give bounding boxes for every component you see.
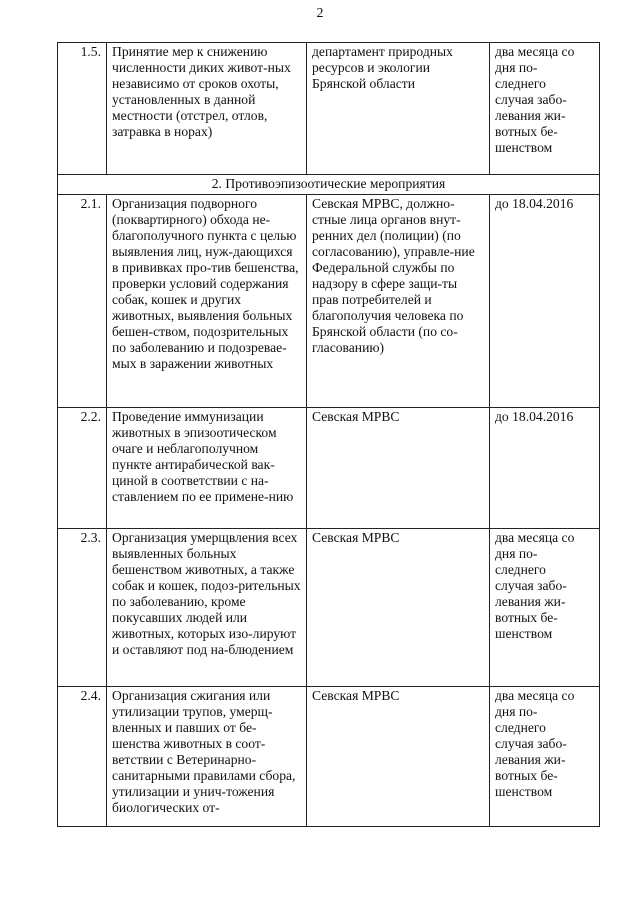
action-text: Организация подворного (поквартирного) обхода не-благополучного пункта с целью выявления лиц, нуж-дающихся в прививках про-тив бешенства, проверки условий содержания собак, кошек и других животных, выявления больных бешен-ством, подозрительных по заболеванию и подозревае-мых в заражении животных	[112, 196, 299, 371]
action-text: Организация умерщвления всех выявленных больных бешенством животных, а также собак и кошек, подоз-рительных по заболеванию, кроме покусавших людей или животных, которых изо-лируют и оставляют под на-блюдением	[112, 530, 301, 657]
action-text: Организация сжигания или утилизации трупов, умерщ-вленных и павших от бе-шенства животных в соот-ветствии с Ветеринарно-санитарными правилами сбора, утилизации и унич-тожения биологических от-	[112, 688, 296, 815]
responsible-text: Севская МРВС, должно-стные лица органов внут-ренних дел (полиции) (по согласованию), управле-ние Федеральной службы по надзору в сфере защи-ты прав потребителей и благополучия человека по Брянской области (по со-гласованию)	[312, 196, 475, 355]
section-row	[58, 175, 600, 195]
action-cell	[107, 529, 307, 687]
term-text: два месяца со дня по-следнего случая забо-левания жи-вотных бе-шенством	[495, 530, 575, 641]
row-number: 2.3.	[58, 529, 107, 687]
action-text: Проведение иммунизации животных в эпизоотическом очаге и неблагополучном пункте антирабической вак-циной в соответствии с на-ставлением по ее примене-нию	[112, 409, 294, 504]
responsible-text: департамент природных ресурсов и экологии Брянской области	[312, 44, 453, 91]
term-text: до 18.04.2016	[495, 409, 574, 424]
action-cell	[107, 195, 307, 408]
term-cell	[490, 195, 600, 408]
responsible-cell	[307, 43, 490, 175]
table-row	[58, 529, 600, 687]
responsible-cell	[307, 195, 490, 408]
term-cell	[490, 408, 600, 529]
table-row	[58, 195, 600, 408]
table-row	[58, 408, 600, 529]
term-cell	[490, 687, 600, 827]
action-cell	[107, 687, 307, 827]
responsible-cell	[307, 687, 490, 827]
section-title: 2. Противоэпизоотические мероприятия	[58, 175, 600, 195]
term-text: два месяца со дня по-следнего случая забо-левания жи-вотных бе-шенством	[495, 688, 575, 799]
action-cell	[107, 408, 307, 529]
responsible-text: Севская МРВС	[312, 409, 400, 424]
term-cell	[490, 529, 600, 687]
row-number: 2.2.	[58, 408, 107, 529]
table-row	[58, 687, 600, 827]
row-number: 1.5.	[58, 43, 107, 175]
term-cell	[490, 43, 600, 175]
page-number: 2	[316, 6, 324, 21]
responsible-text: Севская МРВС	[312, 530, 400, 545]
responsible-cell	[307, 408, 490, 529]
term-text: до 18.04.2016	[495, 196, 574, 211]
responsible-cell	[307, 529, 490, 687]
row-number: 2.1.	[58, 195, 107, 408]
row-number: 2.4.	[58, 687, 107, 827]
action-text: Принятие мер к снижению численности диких живот-ных независимо от сроков охоты, установленных в данной местности (отстрел, отлов, затравка в норах)	[112, 44, 291, 139]
term-text: два месяца со дня по-следнего случая забо-левания жи-вотных бе-шенством	[495, 44, 575, 155]
action-cell	[107, 43, 307, 175]
measures-table	[57, 42, 600, 827]
responsible-text: Севская МРВС	[312, 688, 400, 703]
table-row	[58, 43, 600, 175]
